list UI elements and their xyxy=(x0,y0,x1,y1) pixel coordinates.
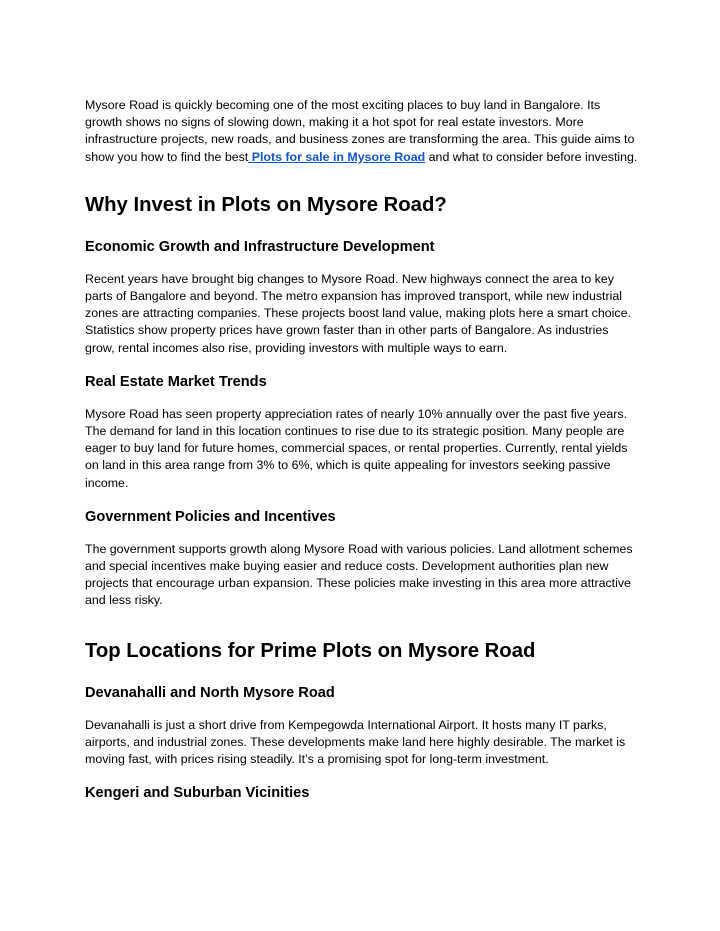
subheading-kengeri: Kengeri and Suburban Vicinities xyxy=(85,785,310,802)
paragraph-market-trends: Mysore Road has seen property appreciation rates of nearly 10% annually over the past five years. The demand for land in this location continues to rise due to its strategic position. Many people are eager to buy land for future homes, commercial spaces, or rental properties. Currently, rental yields on land in this area range from 3% to 6%, which is quite appealing for investors seeking passive income. xyxy=(85,406,628,490)
subheading-government-policies: Government Policies and Incentives xyxy=(85,508,336,525)
paragraph-government-policies: The government supports growth along Mysore Road with various policies. Land allotment schemes and special incentives make buying easier and reduce costs. Development authorities plan new projects that encourage urban expansion. These policies make investing in this area more attractive and less risky. xyxy=(85,541,633,608)
subheading-devanahalli: Devanahalli and North Mysore Road xyxy=(85,684,335,701)
intro-paragraph xyxy=(85,97,640,166)
subheading-economic-growth: Economic Growth and Infrastructure Development xyxy=(85,238,435,255)
intro-text-after-link: and what to consider before investing. xyxy=(425,149,638,164)
paragraph-economic-growth: Recent years have brought big changes to Mysore Road. New highways connect the area to key parts of Bangalore and beyond. The metro expansion has improved transport, while new industrial zones are attracting companies. These projects boost land value, making plots here a smart choice. Statistics show property prices have grown faster than in other parts of Bangalore. As industries grow, rental incomes also rise, providing investors with multiple ways to earn. xyxy=(85,271,631,355)
paragraph-devanahalli: Devanahalli is just a short drive from Kempegowda International Airport. It hosts many IT parks, airports, and industrial zones. These developments make land here highly desirable. The market is moving fast, with prices rising steadily. It’s a promising spot for long-term investment. xyxy=(85,717,626,767)
section-heading-why-invest: Why Invest in Plots on Mysore Road? xyxy=(85,193,447,216)
intro-text-before-link: Mysore Road is quickly becoming one of the most exciting places to buy land in Bangalore. Its growth shows no signs of slowing down, making it a hot spot for real estate investors. More infrastructure projects, new roads, and business zones are transforming the area. This guide aims to show you how to find the best xyxy=(85,98,635,164)
section-heading-top-locations: Top Locations for Prime Plots on Mysore Road xyxy=(85,639,536,662)
subheading-market-trends: Real Estate Market Trends xyxy=(85,373,267,390)
plots-for-sale-link[interactable]: Plots for sale in Mysore Road xyxy=(248,149,426,164)
